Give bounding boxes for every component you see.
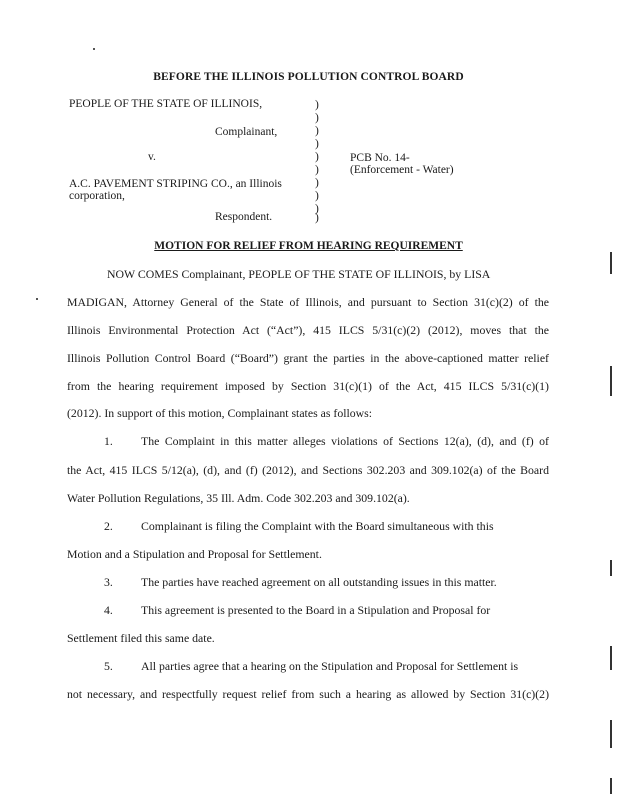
margin-mark: [610, 252, 612, 274]
caption-paren: ): [315, 138, 319, 150]
caption-paren: ): [315, 212, 319, 224]
paragraph-line: All parties agree that a hearing on the Stipulation and Proposal for Settlement is: [141, 659, 519, 673]
board-title: BEFORE THE ILLINOIS POLLUTION CONTROL BOARD: [153, 71, 464, 83]
plaintiff-role: Complainant,: [215, 126, 278, 138]
paragraph-number: 5.: [104, 659, 113, 673]
caption-paren: ): [315, 177, 319, 189]
caption-paren: ): [315, 203, 319, 215]
intro-line: NOW COMES Complainant, PEOPLE OF THE STATE OF ILLINOIS, by LISA: [107, 267, 491, 281]
intro-line: (2012). In support of this motion, Complainant states as follows:: [67, 406, 373, 420]
caption-paren: ): [315, 125, 319, 137]
defendant-role: Respondent.: [215, 211, 273, 223]
defendant-name-line1: A.C. PAVEMENT STRIPING CO., an Illinois: [69, 178, 282, 190]
margin-mark: [610, 720, 612, 748]
plaintiff-name: PEOPLE OF THE STATE OF ILLINOIS,: [69, 98, 263, 110]
paragraph-number: 2.: [104, 519, 113, 533]
case-type: (Enforcement - Water): [350, 164, 454, 176]
paragraph-line: Water Pollution Regulations, 35 Ill. Adm. Code 302.203 and 309.102(a).: [67, 491, 410, 505]
scan-speck: [93, 48, 95, 50]
paragraph-line: The parties have reached agreement on all outstanding issues in this matter.: [141, 575, 497, 589]
motion-title: MOTION FOR RELIEF FROM HEARING REQUIREMENT: [154, 240, 463, 252]
intro-line: from the hearing requirement imposed by Section 31(c)(1) of the Act, 415 ILCS 5/31(c)(1): [67, 379, 549, 393]
paragraph-line: Complainant is filing the Complaint with the Board simultaneous with this: [141, 519, 494, 533]
paragraph-number: 4.: [104, 603, 113, 617]
paragraph-line: Settlement filed this same date.: [67, 631, 215, 645]
scan-speck: [36, 298, 38, 300]
paragraph-line: Motion and a Stipulation and Proposal for Settlement.: [67, 547, 322, 561]
margin-mark: [610, 646, 612, 670]
paragraph-line: not necessary, and respectfully request relief from such a hearing as allowed by Section 31(c)(2): [67, 687, 549, 701]
margin-mark: [610, 366, 612, 396]
caption-paren: ): [315, 190, 319, 202]
paragraph-number: 1.: [104, 434, 113, 448]
defendant-name-line2: corporation,: [69, 190, 125, 202]
intro-line: Illinois Pollution Control Board (“Board”) grant the parties in the above-captioned matter relief: [67, 351, 549, 365]
intro-line: Illinois Environmental Protection Act (“Act”), 415 ILCS 5/31(c)(2) (2012), moves that the: [67, 323, 549, 337]
margin-mark: [610, 778, 612, 794]
case-number: PCB No. 14-: [350, 152, 410, 164]
caption-paren: ): [315, 112, 319, 124]
caption-paren: ): [315, 164, 319, 176]
caption-paren: ): [315, 151, 319, 163]
paragraph-line: This agreement is presented to the Board in a Stipulation and Proposal for: [141, 603, 491, 617]
caption-paren: ): [315, 99, 319, 111]
paragraph-line: The Complaint in this matter alleges violations of Sections 12(a), (d), and (f) of: [141, 434, 549, 448]
margin-mark: [610, 560, 612, 576]
paragraph-number: 3.: [104, 575, 113, 589]
intro-line: MADIGAN, Attorney General of the State of Illinois, and pursuant to Section 31(c)(2) of the: [67, 295, 549, 309]
versus: v.: [148, 151, 156, 163]
paragraph-line: the Act, 415 ILCS 5/12(a), (d), and (f) (2012), and Sections 302.203 and 309.102(a) of the Board: [67, 463, 549, 477]
